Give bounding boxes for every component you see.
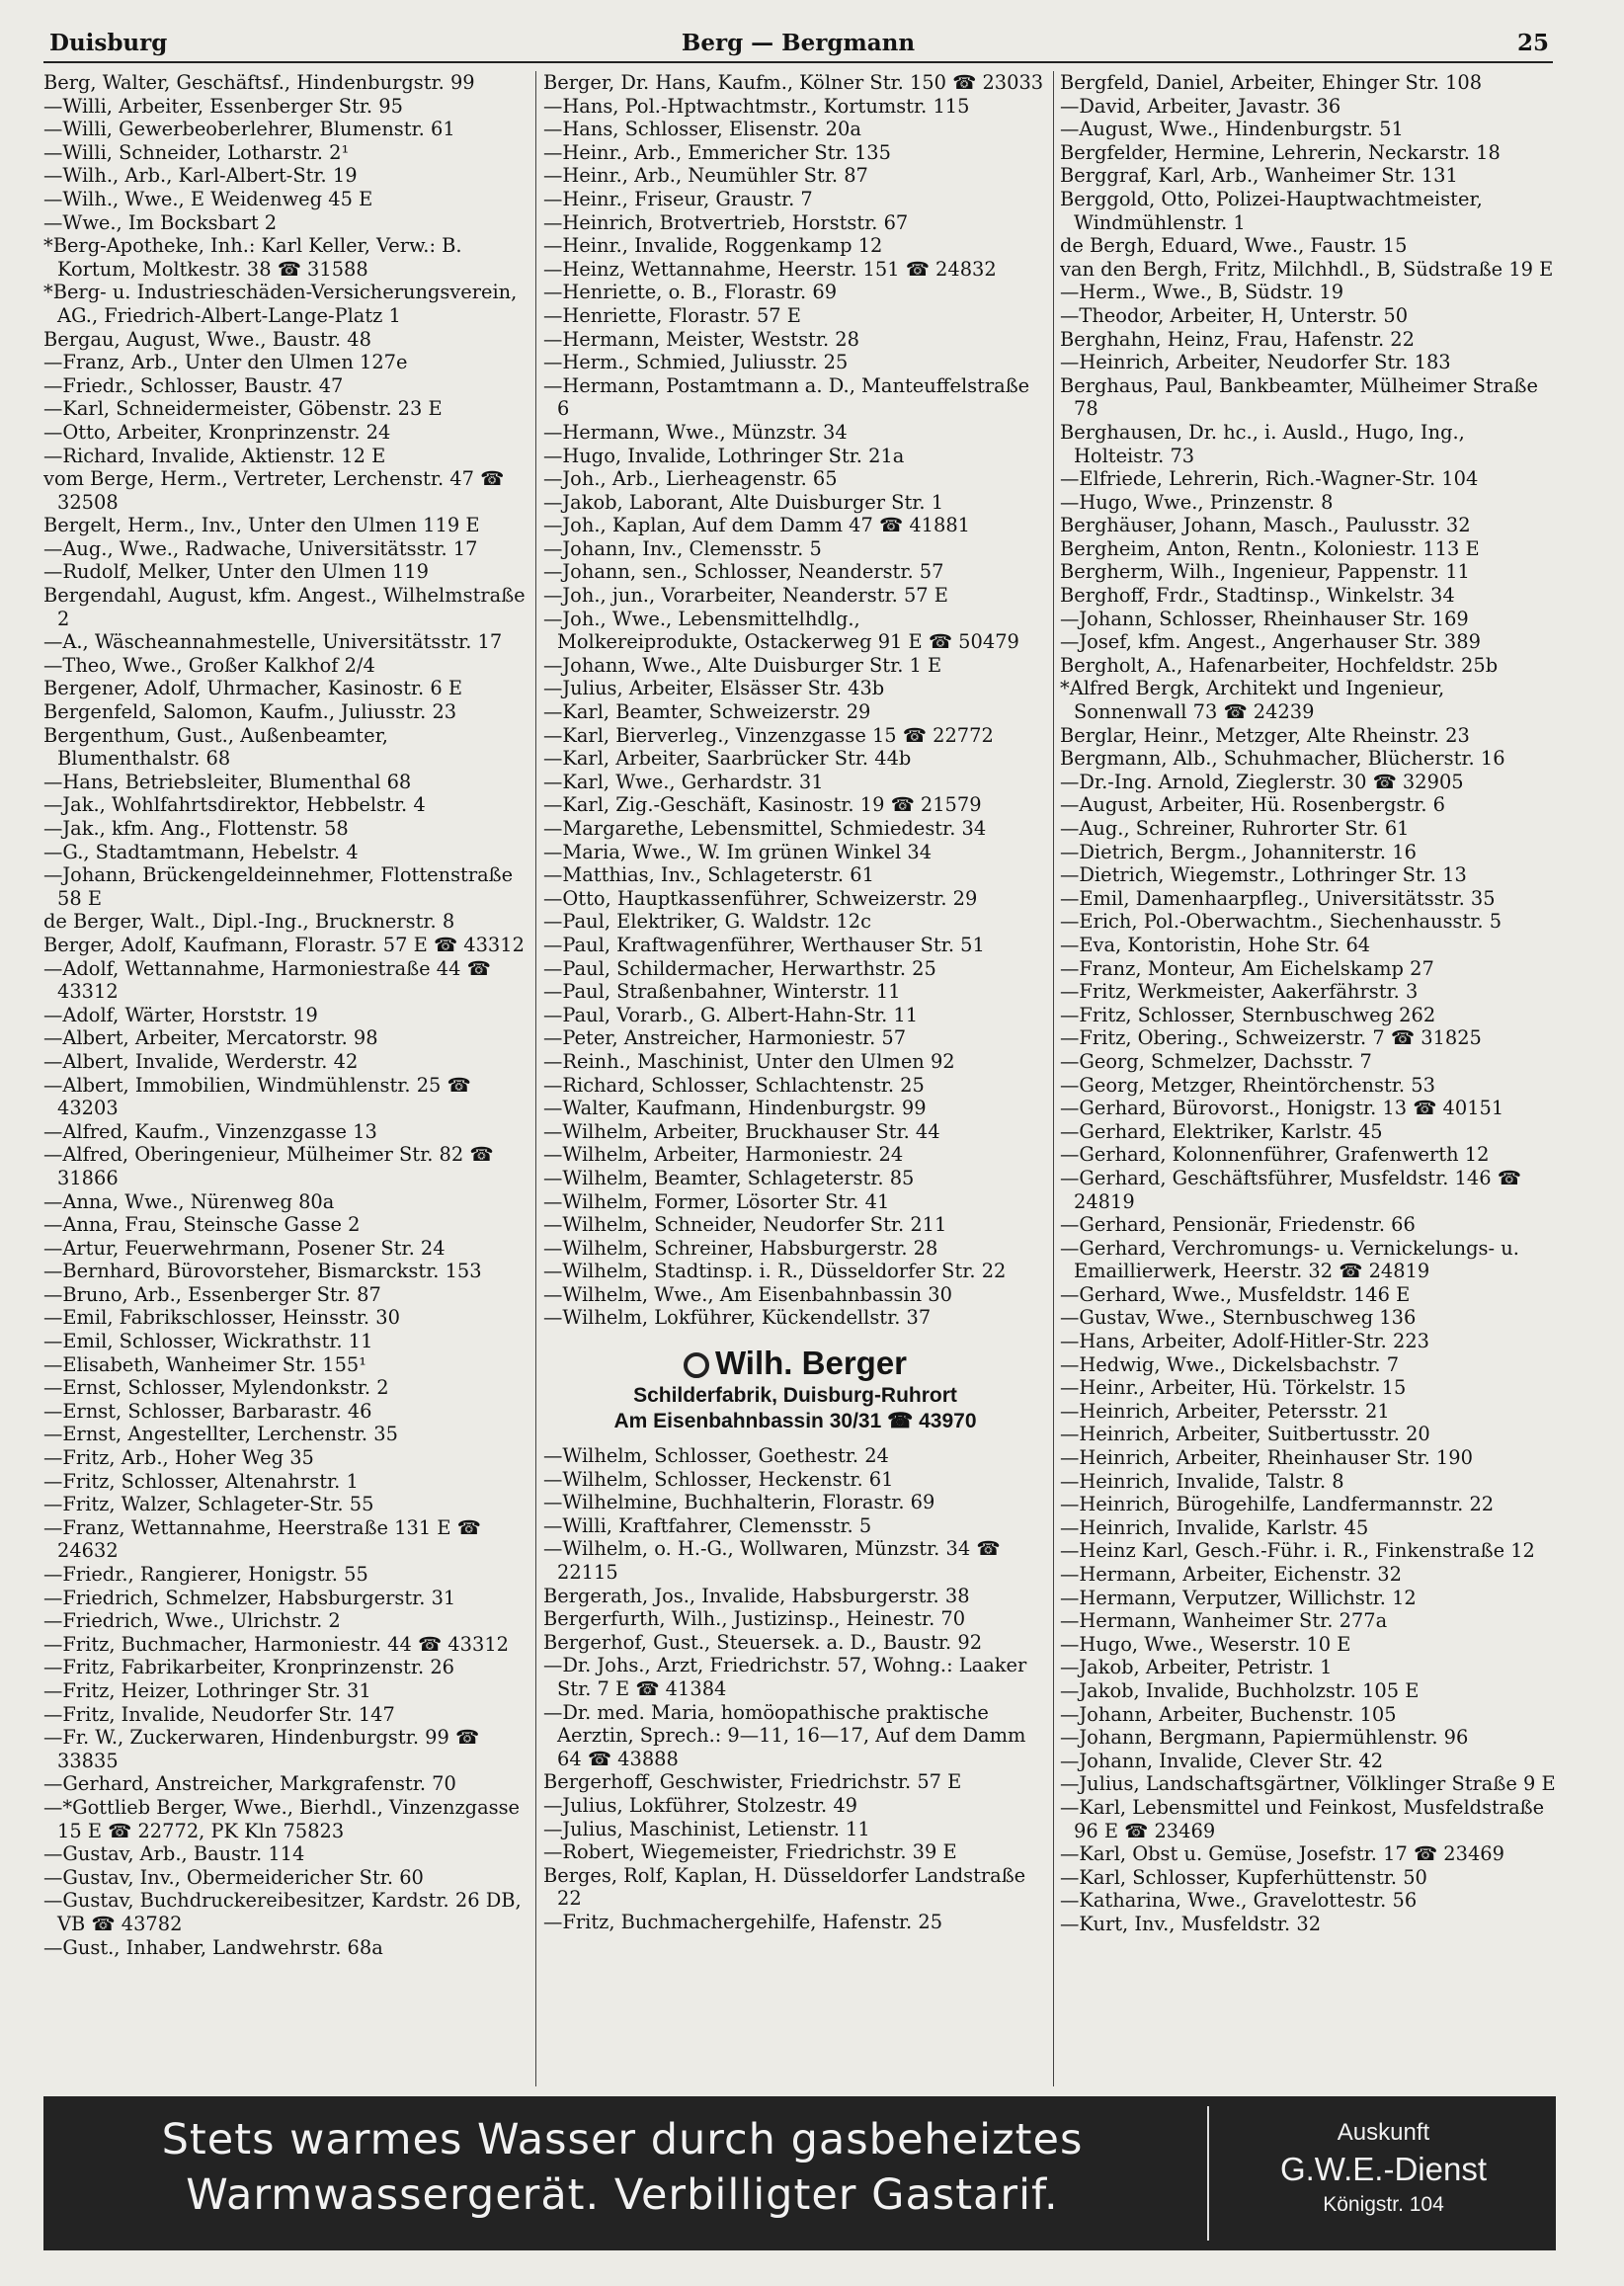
- directory-entry: Bergfeld, Daniel, Arbeiter, Ehinger Str. 108: [1060, 71, 1483, 94]
- directory-entry: —Hermann, Wwe., Münzstr. 34: [543, 420, 848, 444]
- directory-entry: —Fr. W., Zuckerwaren, Hindenburgstr. 99 ☎ 33835: [43, 1726, 480, 1772]
- directory-entry: —Gerhard, Pensionär, Friedenstr. 66: [1060, 1213, 1416, 1237]
- directory-entry: —Gerhard, Anstreicher, Markgrafenstr. 70: [43, 1772, 456, 1796]
- directory-entry: —Friedrich, Wwe., Ulrichstr. 2: [43, 1609, 341, 1633]
- directory-entry: —Maria, Wwe., W. Im grünen Winkel 34: [543, 840, 933, 863]
- directory-entry: —Joh., Arb., Lierheagenstr. 65: [543, 467, 838, 491]
- directory-entry: —Bernhard, Bürovorsteher, Bismarckstr. 153: [43, 1260, 482, 1283]
- directory-entry: —Gerhard, Verchromungs- u. Vernickelungs- u. Emaillierwerk, Heerstr. 32 ☎ 24819: [1060, 1236, 1519, 1283]
- directory-entry: —Ernst, Schlosser, Barbarastr. 46: [43, 1399, 372, 1423]
- page-number: 25: [1516, 30, 1549, 56]
- directory-entry: —Kurt, Inv., Musfeldstr. 32: [1060, 1912, 1322, 1935]
- directory-entry: —Heinr., Invalide, Roggenkamp 12: [543, 234, 883, 258]
- directory-entry: —Theo, Wwe., Großer Kalkhof 2/4: [43, 653, 375, 677]
- ad-line-1: Schilderfabrik, Duisburg-Ruhrort: [633, 1384, 957, 1408]
- directory-entry: —Henriette, o. B., Florastr. 69: [543, 281, 838, 304]
- directory-entry: —Erich, Pol.-Oberwachtm., Siechenhausstr. 5: [1060, 910, 1502, 934]
- directory-entry: —Jak., kfm. Ang., Flottenstr. 58: [43, 817, 349, 840]
- directory-entry: Berglar, Heinr., Metzger, Alte Rheinstr. 23: [1060, 723, 1470, 747]
- directory-entry: —Elisabeth, Wanheimer Str. 155¹: [43, 1352, 367, 1376]
- directory-entry: —Heinrich, Invalide, Karlstr. 45: [1060, 1515, 1369, 1539]
- directory-entry: —Fritz, Werkmeister, Aakerfährstr. 3: [1060, 980, 1419, 1004]
- ad-name-text: Wilh. Berger: [714, 1345, 908, 1382]
- directory-entry: —Henriette, Florastr. 57 E: [543, 303, 801, 327]
- directory-entry: —Hans, Pol.-Hptwachtmstr., Kortumstr. 115: [543, 94, 970, 118]
- directory-entry: —Hans, Arbeiter, Adolf-Hitler-Str. 223: [1060, 1330, 1430, 1353]
- directory-entry: —Wilhelmine, Buchhalterin, Florastr. 69: [543, 1491, 935, 1514]
- directory-entry: —Heinz, Wettannahme, Heerstr. 151 ☎ 24832: [543, 257, 997, 281]
- directory-entry: —Adolf, Wettannahme, Harmoniestraße 44 ☎ 43312: [43, 956, 491, 1004]
- header-range: Berg — Bergmann: [681, 30, 916, 56]
- directory-entry: Berges, Rolf, Kaplan, H. Düsseldorfer Landstraße 22: [543, 1863, 1026, 1911]
- directory-entry: —Eva, Kontoristin, Hohe Str. 64: [1060, 933, 1371, 956]
- directory-entry: —Joh., Kaplan, Auf dem Damm 47 ☎ 41881: [543, 514, 971, 537]
- directory-entry: —Paul, Straßenbahner, Winterstr. 11: [543, 980, 901, 1004]
- directory-entry: —Wilh., Wwe., E Weidenweg 45 E: [43, 187, 373, 210]
- ad-line-2: Am Eisenbahnbassin 30/31 ☎ 43970: [613, 1410, 977, 1433]
- directory-entry: —Fritz, Buchmacher, Harmoniestr. 44 ☎ 43312: [43, 1632, 509, 1656]
- directory-entry: —Gust., Inhaber, Landwehrstr. 68a: [43, 1935, 383, 1959]
- directory-entry: —Fritz, Schlosser, Sternbuschweg 262: [1060, 1003, 1436, 1026]
- business-ad: [543, 1344, 1047, 1434]
- ring-logo-icon: [684, 1352, 709, 1378]
- directory-entry: —Hugo, Wwe., Prinzenstr. 8: [1060, 490, 1334, 514]
- directory-entry: —Heinz Karl, Gesch.-Führ. i. R., Finkenstraße 12: [1060, 1539, 1535, 1563]
- banner-slogan: [43, 2096, 1201, 2250]
- directory-entry: —Wilhelm, Stadtinsp. i. R., Düsseldorfer Str. 22: [543, 1260, 1007, 1283]
- header-city: Duisburg: [49, 30, 168, 56]
- directory-entry: —Dr.-Ing. Arnold, Zieglerstr. 30 ☎ 32905: [1060, 770, 1464, 793]
- directory-entry: —Heinrich, Arbeiter, Suitbertusstr. 20: [1060, 1423, 1430, 1446]
- directory-entry: —Heinr., Arb., Neumühler Str. 87: [543, 164, 868, 188]
- banner-address: Königstr. 104: [1323, 2193, 1444, 2216]
- directory-entry: —Jakob, Laborant, Alte Duisburger Str. 1: [543, 490, 944, 514]
- directory-entry: —Jakob, Invalide, Buchholzstr. 105 E: [1060, 1678, 1420, 1702]
- directory-entry: —A., Wäscheannahmestelle, Universitätsstr. 17: [43, 630, 503, 654]
- directory-entry: —Wilhelm, Schlosser, Goethestr. 24: [543, 1444, 889, 1468]
- directory-entry: —Karl, Beamter, Schweizerstr. 29: [543, 700, 871, 724]
- directory-entry: —Herm., Wwe., B, Südstr. 19: [1060, 281, 1344, 304]
- directory-entry: —Julius, Arbeiter, Elsässer Str. 43b: [543, 677, 885, 700]
- advertisement-banner: [43, 2096, 1556, 2250]
- directory-entry: —Ernst, Angestellter, Lerchenstr. 35: [43, 1423, 398, 1446]
- directory-entry: vom Berge, Herm., Vertreter, Lerchenstr. 47 ☎ 32508: [43, 467, 505, 514]
- directory-entry: —Aug., Schreiner, Ruhrorter Str. 61: [1060, 817, 1410, 840]
- directory-entry: —Friedr., Rangierer, Honigstr. 55: [43, 1563, 368, 1586]
- directory-entry: —Heinrich, Arbeiter, Rheinhauser Str. 190: [1060, 1446, 1473, 1470]
- directory-entry: —Artur, Feuerwehrmann, Posener Str. 24: [43, 1236, 446, 1260]
- directory-entry: —Heinrich, Bürogehilfe, Landfermannstr. 22: [1060, 1493, 1495, 1516]
- directory-entry: Bergelt, Herm., Inv., Unter den Ulmen 119 E: [43, 514, 480, 537]
- directory-entry: —Karl, Zig.-Geschäft, Kasinostr. 19 ☎ 21579: [543, 793, 982, 817]
- directory-entry: —Hedwig, Wwe., Dickelsbachstr. 7: [1060, 1352, 1400, 1376]
- directory-entry: Berggold, Otto, Polizei-Hauptwachtmeister, Windmühlenstr. 1: [1060, 187, 1483, 234]
- directory-entry: van den Bergh, Fritz, Milchhdl., B, Südstraße 19 E: [1060, 257, 1554, 281]
- directory-entry: —Fritz, Invalide, Neudorfer Str. 147: [43, 1702, 395, 1726]
- directory-entry: —Albert, Immobilien, Windmühlenstr. 25 ☎ 43203: [43, 1073, 471, 1120]
- directory-entry: —Karl, Schlosser, Kupferhüttenstr. 50: [1060, 1865, 1427, 1889]
- directory-entry: —Gustav, Arb., Baustr. 114: [43, 1842, 305, 1866]
- directory-entry: —Johann, sen., Schlosser, Neanderstr. 57: [543, 560, 944, 584]
- directory-entry: —Hans, Betriebsleiter, Blumenthal 68: [43, 770, 412, 793]
- directory-entry: —Elfriede, Lehrerin, Rich.-Wagner-Str. 104: [1060, 467, 1479, 491]
- directory-entry: —Willi, Gewerbeoberlehrer, Blumenstr. 61: [43, 118, 455, 141]
- directory-entry: —Franz, Arb., Unter den Ulmen 127e: [43, 351, 408, 374]
- directory-entry: —Wilhelm, o. H.-G., Wollwaren, Münzstr. 34 ☎ 22115: [543, 1537, 1001, 1585]
- directory-entry: —Richard, Schlosser, Schlachtenstr. 25: [543, 1073, 925, 1097]
- directory-entry: Bergherm, Wilh., Ingenieur, Pappenstr. 11: [1060, 560, 1470, 584]
- directory-entry: —Wwe., Im Bocksbart 2: [43, 210, 278, 234]
- directory-entry: —Herm., Schmied, Juliusstr. 25: [543, 351, 849, 374]
- directory-entry: —Hans, Schlosser, Elisenstr. 20a: [543, 118, 861, 141]
- directory-entry: —Wilhelm, Arbeiter, Harmoniestr. 24: [543, 1143, 904, 1167]
- directory-entry: —Georg, Metzger, Rheintörchenstr. 53: [1060, 1073, 1435, 1097]
- directory-entry: —Friedr., Schlosser, Baustr. 47: [43, 373, 344, 397]
- directory-entry: —Wilhelm, Wwe., Am Eisenbahnbassin 30: [543, 1282, 952, 1306]
- directory-entry: Berg, Walter, Geschäftsf., Hindenburgstr. 99: [43, 71, 475, 94]
- directory-entry: Bergerhoff, Geschwister, Friedrichstr. 57 E: [543, 1770, 962, 1794]
- column-divider: [1053, 71, 1054, 2086]
- banner-line-2: Warmwassergerät. Verbilligter Gastarif.: [186, 2170, 1059, 2220]
- directory-entry: —August, Wwe., Hindenburgstr. 51: [1060, 118, 1404, 141]
- directory-entry: —Dietrich, Bergm., Johanniterstr. 16: [1060, 840, 1417, 863]
- directory-entry: —Franz, Wettannahme, Heerstraße 131 E ☎ 24632: [43, 1515, 481, 1563]
- directory-entry: —Gerhard, Elektriker, Karlstr. 45: [1060, 1119, 1383, 1143]
- directory-entry: —Willi, Kraftfahrer, Clemensstr. 5: [543, 1513, 872, 1537]
- directory-entry: Bergerfurth, Wilh., Justizinsp., Heinestr. 70: [543, 1607, 966, 1631]
- directory-entry: —Karl, Obst u. Gemüse, Josefstr. 17 ☎ 23469: [1060, 1842, 1504, 1866]
- directory-entry: —Emil, Fabrikschlosser, Heinsstr. 30: [43, 1306, 400, 1330]
- directory-entry: —Dr. Johs., Arzt, Friedrichstr. 57, Wohng.: Laaker Str. 7 E ☎ 41384: [543, 1654, 1027, 1700]
- directory-entry: —Anna, Frau, Steinsche Gasse 2: [43, 1213, 361, 1237]
- directory-entry: —Gustav, Wwe., Sternbuschweg 136: [1060, 1306, 1417, 1330]
- directory-entry: —Gerhard, Wwe., Musfeldstr. 146 E: [1060, 1282, 1411, 1306]
- directory-entry: —Fritz, Fabrikarbeiter, Kronprinzenstr. 26: [43, 1656, 454, 1679]
- directory-entry: —Jakob, Arbeiter, Petristr. 1: [1060, 1656, 1333, 1679]
- directory-entry: de Berger, Walt., Dipl.-Ing., Brucknerstr. 8: [43, 910, 455, 934]
- directory-entry: —Fritz, Arb., Hoher Weg 35: [43, 1446, 314, 1470]
- directory-entry: —Otto, Arbeiter, Kronprinzenstr. 24: [43, 420, 391, 444]
- directory-entry: —David, Arbeiter, Javastr. 36: [1060, 94, 1341, 118]
- directory-entry: —Otto, Hauptkassenführer, Schweizerstr. 29: [543, 886, 978, 910]
- directory-entry: —Gerhard, Bürovorst., Honigstr. 13 ☎ 40151: [1060, 1097, 1504, 1120]
- directory-entry: —Heinrich, Invalide, Talstr. 8: [1060, 1469, 1344, 1493]
- banner-contact: [1211, 2096, 1556, 2250]
- directory-entry: Berghoff, Frdr., Stadtinsp., Winkelstr. 34: [1060, 584, 1455, 608]
- directory-entry: —Hermann, Wanheimer Str. 277a: [1060, 1609, 1388, 1633]
- directory-entry: Berger, Dr. Hans, Kaufm., Kölner Str. 150 ☎ 23033: [543, 71, 1044, 94]
- directory-entry: Bergau, August, Wwe., Baustr. 48: [43, 327, 371, 351]
- directory-column-1: [43, 71, 528, 2086]
- directory-entry: —Julius, Maschinist, Letienstr. 11: [543, 1817, 870, 1840]
- directory-entry: *Berg- u. Industrieschäden-Versicherungsverein, AG., Friedrich-Albert-Lange-Platz 1: [43, 281, 518, 327]
- directory-entry: —Richard, Invalide, Aktienstr. 12 E: [43, 444, 386, 467]
- directory-entry: —Theodor, Arbeiter, H, Unterstr. 50: [1060, 303, 1409, 327]
- directory-entry: —Wilhelm, Beamter, Schlageterstr. 85: [543, 1166, 915, 1189]
- directory-entry: —Joh., jun., Vorarbeiter, Neanderstr. 57 E: [543, 584, 948, 608]
- directory-entry: —Heinr., Friseur, Graustr. 7: [543, 187, 813, 210]
- ad-company-name: [543, 1344, 1047, 1383]
- directory-entry: —Fritz, Schlosser, Altenahrstr. 1: [43, 1469, 359, 1493]
- header-rule: [43, 61, 1553, 63]
- directory-entry: —Johann, Arbeiter, Buchenstr. 105: [1060, 1702, 1397, 1726]
- directory-entry: —Hermann, Postamtmann a. D., Manteuffelstraße 6: [543, 373, 1030, 421]
- directory-entry: —Alfred, Kaufm., Vinzenzgasse 13: [43, 1119, 377, 1143]
- directory-entry: —Albert, Arbeiter, Mercatorstr. 98: [43, 1026, 378, 1050]
- directory-entry: Berghäuser, Johann, Masch., Paulusstr. 32: [1060, 514, 1471, 537]
- directory-entry: —Fritz, Heizer, Lothringer Str. 31: [43, 1678, 371, 1702]
- directory-entry: —Franz, Monteur, Am Eichelskamp 27: [1060, 956, 1434, 980]
- directory-entry: —Paul, Kraftwagenführer, Werthauser Str. 51: [543, 933, 985, 956]
- directory-entry: Bergendahl, August, kfm. Angest., Wilhelmstraße 2: [43, 584, 526, 630]
- directory-entry: —Gustav, Inv., Obermeidericher Str. 60: [43, 1865, 424, 1889]
- directory-entry: *Berg-Apotheke, Inh.: Karl Keller, Verw.: B. Kortum, Moltkestr. 38 ☎ 31588: [43, 234, 462, 281]
- directory-entry: —Karl, Arbeiter, Saarbrücker Str. 44b: [543, 747, 912, 771]
- directory-column-3: [1060, 71, 1559, 2086]
- directory-entry: —Wilhelm, Schneider, Neudorfer Str. 211: [543, 1213, 947, 1237]
- directory-entry: —Jak., Wohlfahrtsdirektor, Hebbelstr. 4: [43, 793, 426, 817]
- directory-entry: —Margarethe, Lebensmittel, Schmiedestr. 34: [543, 817, 987, 840]
- directory-entry: —Adolf, Wärter, Horststr. 19: [43, 1003, 318, 1026]
- directory-entry: —*Gottlieb Berger, Wwe., Bierhdl., Vinzenzgasse 15 E ☎ 22772, PK Kln 75823: [43, 1795, 521, 1842]
- directory-entry: —Emil, Damenhaarpfleg., Universitätsstr. 35: [1060, 886, 1496, 910]
- directory-entry: —Willi, Arbeiter, Essenberger Str. 95: [43, 94, 403, 118]
- directory-entry: Berghahn, Heinz, Frau, Hafenstr. 22: [1060, 327, 1415, 351]
- directory-entry: Berger, Adolf, Kaufmann, Florastr. 57 E ☎ 43312: [43, 933, 525, 956]
- directory-entry: —Matthias, Inv., Schlageterstr. 61: [543, 863, 874, 887]
- directory-entry: *Alfred Bergk, Architekt und Ingenieur, Sonnenwall 73 ☎ 24239: [1060, 677, 1445, 724]
- directory-entry: Bergheim, Anton, Rentn., Koloniestr. 113 E: [1060, 536, 1480, 560]
- directory-entry: —Reinh., Maschinist, Unter den Ulmen 92: [543, 1049, 955, 1073]
- directory-entry: Bergenfeld, Salomon, Kaufm., Juliusstr. 23: [43, 700, 457, 724]
- directory-entry: de Bergh, Eduard, Wwe., Faustr. 15: [1060, 234, 1408, 258]
- directory-entry: —Ernst, Schlosser, Mylendonkstr. 2: [43, 1376, 389, 1400]
- directory-entry: —G., Stadtamtmann, Hebelstr. 4: [43, 840, 359, 863]
- column-divider: [535, 71, 536, 2086]
- directory-entry: —Wilhelm, Arbeiter, Bruckhauser Str. 44: [543, 1119, 940, 1143]
- directory-entry: —Julius, Lokführer, Stolzestr. 49: [543, 1793, 858, 1817]
- directory-entry: Bergerath, Jos., Invalide, Habsburgerstr. 38: [543, 1584, 970, 1607]
- directory-entry: —Anna, Wwe., Nürenweg 80a: [43, 1189, 335, 1213]
- directory-entry: —Wilhelm, Schlosser, Heckenstr. 61: [543, 1467, 894, 1491]
- directory-entry: —Hermann, Meister, Weststr. 28: [543, 327, 859, 351]
- banner-line-1: Stets warmes Wasser durch gasbeheiztes: [161, 2115, 1084, 2164]
- directory-entry: —Heinrich, Arbeiter, Petersstr. 21: [1060, 1399, 1390, 1423]
- directory-entry: —Hugo, Wwe., Weserstr. 10 E: [1060, 1632, 1351, 1656]
- directory-entry: —Gerhard, Kolonnenführer, Grafenwerth 12: [1060, 1143, 1490, 1167]
- directory-entry: —Julius, Landschaftsgärtner, Völklinger Straße 9 E: [1060, 1772, 1556, 1796]
- directory-entry: —Heinr., Arb., Emmericher Str. 135: [543, 140, 891, 164]
- directory-entry: —Fritz, Walzer, Schlageter-Str. 55: [43, 1493, 374, 1516]
- directory-entry: Berggraf, Karl, Arb., Wanheimer Str. 131: [1060, 164, 1458, 188]
- directory-entry: —Dietrich, Wiegemstr., Lothringer Str. 13: [1060, 863, 1467, 887]
- directory-entry: —Fritz, Buchmachergehilfe, Hafenstr. 25: [543, 1910, 943, 1933]
- directory-entry: —Paul, Schildermacher, Herwarthstr. 25: [543, 956, 936, 980]
- directory-entry: Berghausen, Dr. hc., i. Ausld., Hugo, Ing., Holteistr. 73: [1060, 420, 1465, 467]
- directory-entry: —Georg, Schmelzer, Dachsstr. 7: [1060, 1049, 1372, 1073]
- directory-entry: —Dr. med. Maria, homöopathische praktische Aerztin, Sprech.: 9—11, 16—17, Auf dem Damm 64 ☎ 43888: [543, 1700, 1026, 1770]
- directory-entry: —Johann, Invalide, Clever Str. 42: [1060, 1749, 1384, 1772]
- directory-entry: Bergerhof, Gust., Steuersek. a. D., Baustr. 92: [543, 1630, 983, 1654]
- directory-entry: Bergfelder, Hermine, Lehrerin, Neckarstr. 18: [1060, 140, 1501, 164]
- directory-entry: —Gustav, Buchdruckereibesitzer, Kardstr. 26 DB, VB ☎ 43782: [43, 1889, 522, 1935]
- directory-entry: —Wilhelm, Schreiner, Habsburgerstr. 28: [543, 1236, 938, 1260]
- directory-entry: —Hugo, Invalide, Lothringer Str. 21a: [543, 444, 905, 467]
- banner-service-name: G.W.E.-Dienst: [1279, 2151, 1488, 2187]
- directory-entry: Bergmann, Alb., Schuhmacher, Blücherstr. 16: [1060, 747, 1505, 771]
- directory-entry: —Johann, Inv., Clemensstr. 5: [543, 536, 822, 560]
- directory-entry: —Bruno, Arb., Essenberger Str. 87: [43, 1282, 381, 1306]
- directory-entry: Bergholt, A., Hafenarbeiter, Hochfeldstr. 25b: [1060, 653, 1499, 677]
- directory-entry: —Johann, Wwe., Alte Duisburger Str. 1 E: [543, 653, 942, 677]
- directory-entry: —Katharina, Wwe., Gravelottestr. 56: [1060, 1889, 1418, 1913]
- directory-entry: —Willi, Schneider, Lotharstr. 2¹: [43, 140, 350, 164]
- directory-entry: —August, Arbeiter, Hü. Rosenbergstr. 6: [1060, 793, 1445, 817]
- directory-entry: Bergener, Adolf, Uhrmacher, Kasinostr. 6 E: [43, 677, 462, 700]
- directory-entry: —Walter, Kaufmann, Hindenburgstr. 99: [543, 1097, 927, 1120]
- directory-entry: —Emil, Schlosser, Wickrathstr. 11: [43, 1330, 373, 1353]
- directory-entry: —Gerhard, Geschäftsführer, Musfeldstr. 146 ☎ 24819: [1060, 1166, 1521, 1213]
- directory-entry: —Fritz, Obering., Schweizerstr. 7 ☎ 31825: [1060, 1026, 1482, 1050]
- directory-entry: Berghaus, Paul, Bankbeamter, Mülheimer Straße 78: [1060, 373, 1538, 421]
- directory-entry: —Karl, Schneidermeister, Göbenstr. 23 E: [43, 397, 443, 421]
- directory-entry: —Robert, Wiegemeister, Friedrichstr. 39 E: [543, 1840, 957, 1864]
- directory-entry: —Karl, Bierverleg., Vinzenzgasse 15 ☎ 22772: [543, 723, 994, 747]
- directory-entry: —Paul, Vorarb., G. Albert-Hahn-Str. 11: [543, 1003, 919, 1026]
- page-header: [43, 24, 1553, 63]
- directory-entry: —Johann, Schlosser, Rheinhauser Str. 169: [1060, 607, 1469, 630]
- directory-entry: Bergenthum, Gust., Außenbeamter, Blumenthalstr. 68: [43, 723, 388, 771]
- directory-entry: —Friedrich, Schmelzer, Habsburgerstr. 31: [43, 1586, 456, 1609]
- directory-entry: —Aug., Wwe., Radwache, Universitätsstr. 17: [43, 536, 478, 560]
- directory-entry: —Albert, Invalide, Werderstr. 42: [43, 1049, 359, 1073]
- directory-entry: —Josef, kfm. Angest., Angerhauser Str. 389: [1060, 630, 1481, 654]
- banner-info-label: Auskunft: [1337, 2119, 1430, 2146]
- directory-entry: —Heinrich, Arbeiter, Neudorfer Str. 183: [1060, 351, 1451, 374]
- directory-entry: —Wilhelm, Former, Lösorter Str. 41: [543, 1189, 890, 1213]
- directory-entry: —Rudolf, Melker, Unter den Ulmen 119: [43, 560, 429, 584]
- banner-divider: [1207, 2106, 1209, 2241]
- directory-entry: —Joh., Wwe., Lebensmittelhdlg., Molkereiprodukte, Ostackerweg 91 E ☎ 50479: [543, 607, 1019, 654]
- directory-entry: —Wilh., Arb., Karl-Albert-Str. 19: [43, 164, 358, 188]
- directory-entry: —Peter, Anstreicher, Harmoniestr. 57: [543, 1026, 907, 1050]
- directory-entry: —Hermann, Arbeiter, Eichenstr. 32: [1060, 1563, 1402, 1586]
- directory-entry: —Paul, Elektriker, G. Waldstr. 12c: [543, 910, 871, 934]
- directory-entry: —Alfred, Oberingenieur, Mülheimer Str. 82 ☎ 31866: [43, 1143, 494, 1189]
- directory-entry: —Karl, Wwe., Gerhardstr. 31: [543, 770, 824, 793]
- directory-entry: —Karl, Lebensmittel und Feinkost, Musfeldstraße 96 E ☎ 23469: [1060, 1795, 1545, 1842]
- directory-entry: —Wilhelm, Lokführer, Kückendellstr. 37: [543, 1306, 932, 1330]
- directory-entry: —Heinr., Arbeiter, Hü. Törkelstr. 15: [1060, 1376, 1407, 1400]
- directory-entry: —Hermann, Verputzer, Willichstr. 12: [1060, 1586, 1417, 1609]
- directory-entry: —Johann, Bergmann, Papiermühlenstr. 96: [1060, 1726, 1469, 1750]
- directory-column-2: [543, 71, 1047, 2086]
- directory-entry: —Johann, Brückengeldeinnehmer, Flottenstraße 58 E: [43, 863, 514, 910]
- directory-entry: —Heinrich, Brotvertrieb, Horststr. 67: [543, 210, 909, 234]
